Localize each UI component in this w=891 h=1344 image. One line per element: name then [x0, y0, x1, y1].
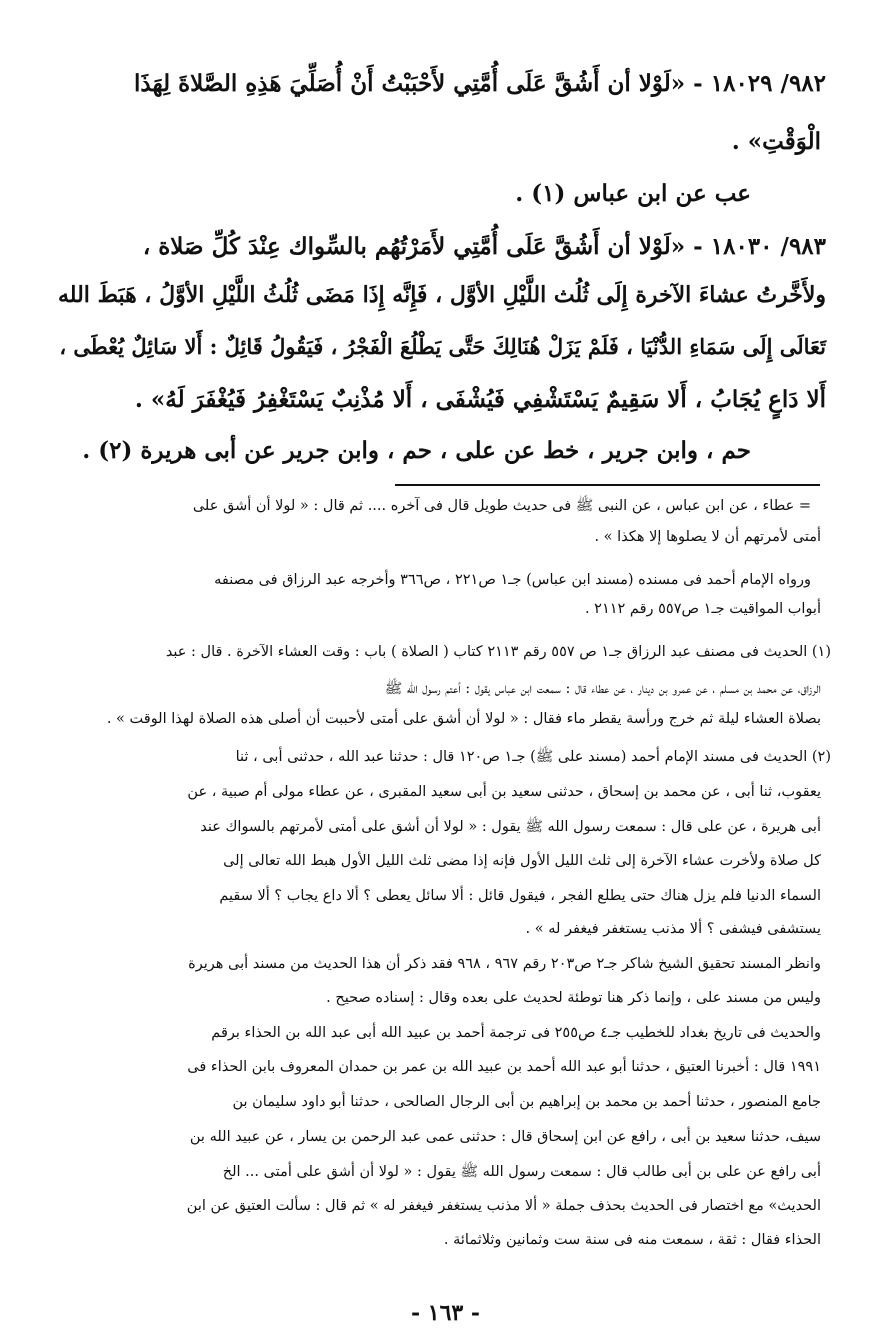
- footnote-2-line: الحديث» مع اختصار فى الحديث بحذف جملة « ألا مذنب يستغفر فيغفر له » ثم قال : سألت العتيق عن ابن: [186, 1198, 821, 1214]
- footnote-2-line: أبى رافع عن على بن أبى طالب قال : سمعت رسول الله ﷺ يقول : « لولا أن أشق على أمتى ... الخ: [222, 1164, 821, 1180]
- footnote-2-line: يستشفى فيشفى ؟ ألا مذنب يستغفر فيغفر له » .: [525, 921, 821, 937]
- hadith-983-line-1: ٩٨٣/ ١٨٠٣٠ - «لَوْلا أن أَشُقَّ عَلَى أُمَّتِي لأَمَرْتُهُم بالسِّواك عِنْدَ كُلِّ صَلاة ،: [142, 233, 826, 260]
- hadith-982-line-2: الْوَقْتِ» .: [731, 128, 821, 155]
- hadith-982-line-1: ٩٨٢/ ١٨٠٢٩ - «لَوْلا أن أَشُقَّ عَلَى أُمَّتِي لأَحْبَبْتُ أَنْ أُصَلِّيَ هَذِهِ الصَّلاةَ لِهَذَا: [134, 70, 826, 97]
- footnote-2-line: الحذاء فقال : ثقة ، سمعت منه فى سنة ست وثمانين وثلاثمائة .: [443, 1232, 821, 1248]
- footnote-line: أبواب المواقيت جـ١ ص٥٥٧ رقم ٢١١٢ .: [584, 601, 821, 617]
- footnote-2-line: ١٩٩١ قال : أخبرنا العتيق ، حدثنا أبو عبد الله أحمد بن عبيد الله بن عمر بن حمدان المعروف بابن الحذاء فى: [187, 1059, 821, 1075]
- footnote-line: ورواه الإمام أحمد فى مسنده (مسند ابن عباس) جـ١ ص٢٢١ ، ص٣٦٦ وأخرجه عبد الرزاق فى مصنفه: [214, 572, 811, 588]
- page-number: - ١٦٣ -: [410, 1300, 481, 1326]
- footnote-2-line: وليس من مسند على ، وإنما ذكر هنا توطئة لحديث على بعده وقال : إسناده صحيح .: [326, 990, 821, 1006]
- footnote-2-line: والحديث فى تاريخ بغداد للخطيب جـ٤ ص٢٥٥ فى ترجمة أحمد بن عبيد الله أبى عبد الله بن الحذاء برقم: [211, 1025, 821, 1041]
- footnote-2-line: وانظر المسند تحقيق الشيخ شاكر جـ٢ ص٢٠٣ رقم ٩٦٧ ، ٩٦٨ فقد ذكر أن هذا الحديث من مسند أبى هريرة: [188, 956, 821, 972]
- footnote-2-line: السماء الدنيا فلم يزل هناك حتى يطلع الفجر ، فيقول قائل : ألا سائل يعطى ؟ ألا داع يجاب ؟ ألا سقيم: [219, 888, 821, 904]
- hadith-983-line-2: ولأَخَّرتُ عشاءَ الآخرة إِلَى ثُلُث اللَّيْلِ الأوَّل ، فَإِنَّه إِذَا مَضَى ثُلُثُ اللَّيْلِ الأوَّلُ ، هَبَطَ الله: [58, 282, 826, 308]
- hadith-983-line-4: أَلا دَاعٍ يُجَابُ ، أَلا سَقِيمٌ يَسْتَشْفِي فَيُشْفَى ، أَلا مُذْنِبٌ يَسْتَغْفِرُ فَيُغْفَرَ لَهُ» .: [134, 386, 826, 413]
- footnote-1-line: (١) الحديث فى مصنف عبد الرزاق جـ١ ص ٥٥٧ رقم ٢١١٣ كتاب ( الصلاة ) باب : وقت العشاء الآخرة . قال : عبد: [165, 644, 831, 660]
- footnote-2-line: أبى هريرة ، عن على قال : سمعت رسول الله ﷺ يقول : « لولا أن أشق على أمتى لأمرتهم بالسواك عند: [200, 819, 821, 835]
- footnote-separator: [395, 484, 820, 486]
- footnote-1-line: الرزاق، عن محمد بن مسلم ، عن عمرو بن دينار ، عن عطاء قال : سمعت ابن عباس يقول : أعتم رسول الله ﷺ: [384, 681, 821, 697]
- footnote-1-line: بصلاة العشاء ليلة ثم خرج ورأسة يقطر ماء فقال : « لولا أن أشق على أمتى لأحببت أن أصلى هذه الصلاة لهذا الوقت » .: [106, 711, 821, 727]
- footnote-2-line: كل صلاة ولأخرت عشاء الآخرة إلى ثلث الليل الأول فإنه إذا مضى ثلث الليل الأول هبط الله تعالى إلى: [223, 853, 821, 869]
- footnote-line: = عطاء ، عن ابن عباس ، عن النبى ﷺ فى حديث طويل قال فى آخره .... ثم قال : « لولا أن أشق على: [192, 498, 811, 514]
- footnote-2-line: (٢) الحديث فى مسند الإمام أحمد (مسند على ﷺ) جـ١ ص١٢٠ قال : حدثنا عبد الله ، حدثنى أبى ، ثنا: [235, 749, 831, 765]
- source-line-982: عب عن ابن عباس (١) .: [515, 180, 751, 207]
- footnote-2-line: جامع المنصور ، حدثنا أحمد بن محمد بن إبراهيم بن أبى الرجال الصالحى ، حدثنا أبو داود سليمان بن: [232, 1094, 821, 1110]
- footnote-line: أمتى لأمرتهم أن لا يصلوها إلا هكذا » .: [594, 529, 821, 545]
- source-line-983: حم ، وابن جرير ، خط عن على ، حم ، وابن جرير عن أبى هريرة (٢) .: [82, 437, 751, 464]
- hadith-983-line-3: تَعَالَى إِلَى سَمَاءِ الدُّنْيَا ، فَلَمْ يَزَلْ هُنَالِكَ حَتَّى يَطْلُعَ الْفَجْرُ ، فَيَقُولُ قَائِلٌ : أَلا سَائِلٌ يُعْطَى ،: [59, 334, 826, 359]
- footnote-2-line: يعقوب، ثنا أبى ، عن محمد بن إسحاق ، حدثنى سعيد بن أبى سعيد المقبرى ، عن عطاء مولى أم صبية ، عن: [187, 784, 821, 800]
- footnote-2-line: سيف، حدثنا سعيد بن أبى ، رافع عن ابن إسحاق قال : حدثنى عمى عبد الرحمن بن يسار ، عن عبيد الله بن: [189, 1129, 821, 1145]
